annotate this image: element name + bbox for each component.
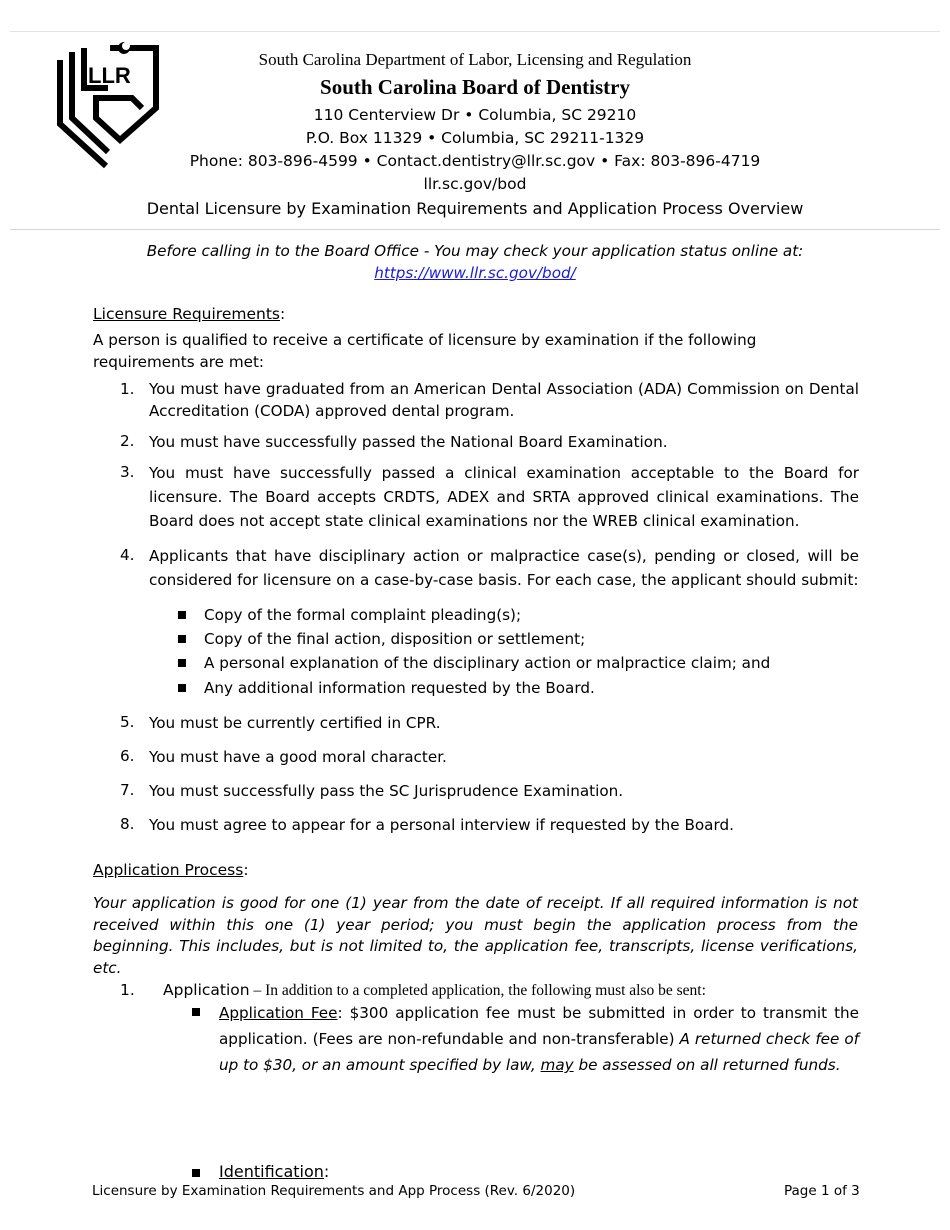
status-note-text: Before calling in to the Board Office - You may check your application status online at: <box>146 242 804 260</box>
application-notice: Your application is good for one (1) year from the date of receipt. If all required information is not received within this one (1) year period; you must begin the application process from the beginning. This includes, but is not limited to, the application fee, transcripts, license verifications, etc. <box>93 894 858 977</box>
sub-bullet-3: A personal explanation of the disciplinary action or malpractice claim; and <box>204 654 771 672</box>
req-number-5: 5. <box>120 713 135 731</box>
contact-line: Phone: 803-896-4599 • Contact.dentistry@llr.sc.gov • Fax: 803-896-4719 <box>189 152 761 170</box>
req-item-1: You must have graduated from an American Dental Association (ADA) Commission on Dental Accreditation (CODA) approved dental program. <box>149 380 859 420</box>
requirements-heading: Licensure Requirements: <box>93 305 286 323</box>
sub-bullet-2: Copy of the final action, disposition or settlement; <box>204 630 586 648</box>
req-number-6: 6. <box>120 747 135 765</box>
req-number-1: 1. <box>120 380 135 398</box>
logo-lettering: LLR <box>88 63 131 88</box>
bullet-marker <box>192 1169 200 1177</box>
req-item-7: You must successfully pass the SC Jurisprudence Examination. <box>149 782 624 800</box>
req-item-4: Applicants that have disciplinary action or malpractice case(s), pending or closed, will be considered for licensure on a case-by-case basis. For each case, the applicant should submit: <box>149 547 859 589</box>
page-number: Page 1 of 3 <box>784 1183 860 1199</box>
bullet-marker <box>192 1008 200 1016</box>
req-number-4: 4. <box>120 546 135 564</box>
req-item-2: You must have successfully passed the National Board Examination. <box>149 433 668 451</box>
sub-bullet-4: Any additional information requested by the Board. <box>204 679 595 697</box>
requirements-intro: A person is qualified to receive a certificate of licensure by examination if the following requirements are met: <box>93 331 757 371</box>
bullet-marker <box>178 611 186 619</box>
top-rule <box>10 31 940 32</box>
department-name: South Carolina Department of Labor, Licensing and Regulation <box>258 50 692 69</box>
status-link[interactable]: https://www.llr.sc.gov/bod/ <box>374 264 576 282</box>
po-box-address: P.O. Box 11329 • Columbia, SC 29211-1329 <box>305 129 645 147</box>
bullet-marker <box>178 659 186 667</box>
req-number-8: 8. <box>120 815 135 833</box>
document-title: Dental Licensure by Examination Requirements and Application Process Overview <box>146 199 804 218</box>
status-note <box>0 240 950 284</box>
bullet-marker <box>178 635 186 643</box>
board-name: South Carolina Board of Dentistry <box>320 75 630 99</box>
header-divider <box>10 229 940 230</box>
req-item-5: You must be currently certified in CPR. <box>149 714 441 732</box>
application-heading: Application Process: <box>93 861 249 879</box>
req-item-8: You must agree to appear for a personal interview if requested by the Board. <box>149 816 734 834</box>
application-fee-label: Application Fee <box>219 1004 338 1022</box>
req-number-7: 7. <box>120 781 135 799</box>
req-item-3: You must have successfully passed a clinical examination acceptable to the Board for licensure. The Board accepts CRDTS, ADEX and SRTA approved clinical examinations. The Board does not accept state clinical examinations nor the WREB clinical examination. <box>149 464 859 530</box>
req-item-6: You must have a good moral character. <box>149 748 447 766</box>
bullet-marker <box>178 684 186 692</box>
board-website[interactable]: llr.sc.gov/bod <box>423 175 527 193</box>
sub-bullet-1: Copy of the formal complaint pleading(s); <box>204 606 522 624</box>
req-number-2: 2. <box>120 432 135 450</box>
street-address: 110 Centerview Dr • Columbia, SC 29210 <box>313 106 637 124</box>
req-number-3: 3. <box>120 463 135 481</box>
footer-title: Licensure by Examination Requirements and App Process (Rev. 6/2020) <box>92 1183 576 1199</box>
identification-label: Identification: <box>219 1162 330 1181</box>
app-step-number-1: 1. <box>120 981 135 999</box>
application-fee-paragraph: Application Fee: $300 application fee must be submitted in order to transmit the application. (Fees are non-refundable and non-transferable) A returned check fee of up to $30, or an amount specified by law, may be assessed on all returned funds. <box>219 1004 859 1074</box>
app-step-1: Application – In addition to a completed application, the following must also be sent: <box>163 981 706 999</box>
